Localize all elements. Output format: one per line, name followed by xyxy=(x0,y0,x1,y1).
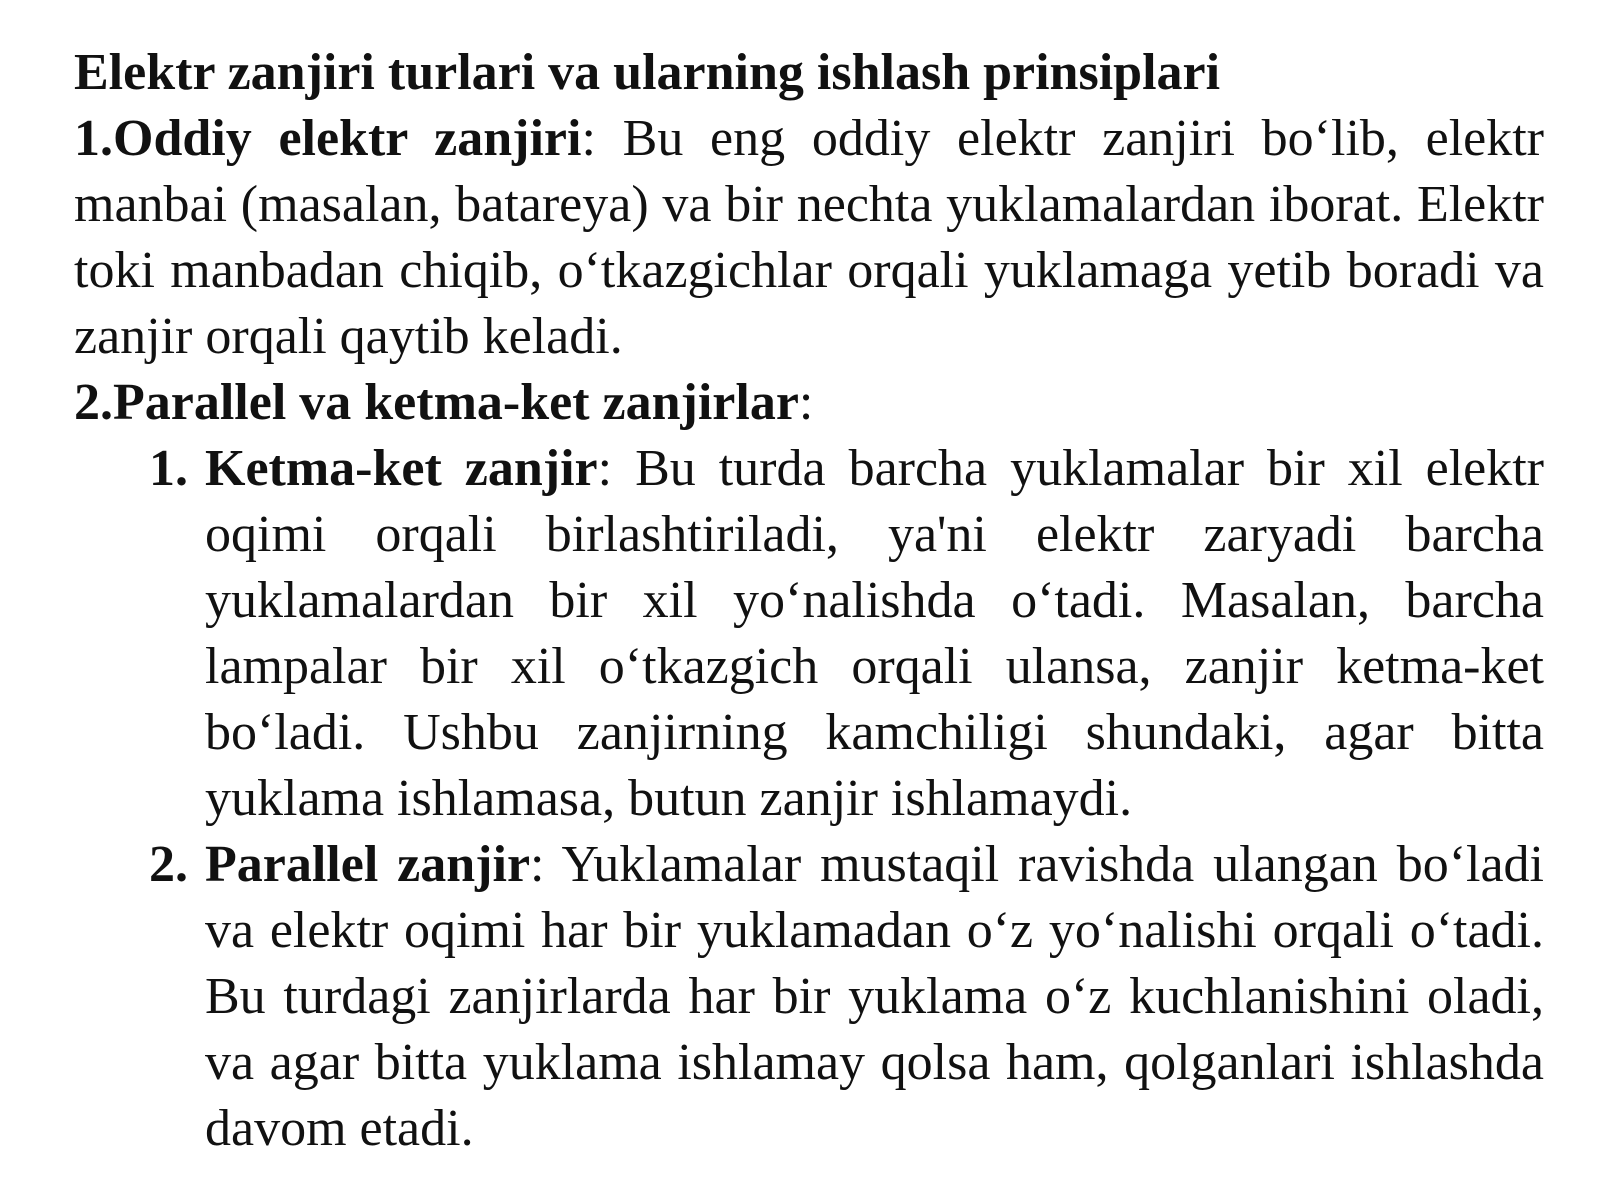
section-1-heading: 1.Oddiy elektr zanjiri xyxy=(74,110,582,167)
section-1-text: Bu eng oddiy elektr zanjiri bo‘lib, elektr manbai (masalan, batareya) va bir nechta yuklamalardan iborat. Elektr toki manbadan chiqib, o‘tkazgichlar orqali yuklamaga yetib boradi va zanjir orqali qaytib keladi. xyxy=(74,110,1544,365)
list-item-term: Parallel zanjir xyxy=(205,836,531,893)
list-item-text: Bu turda barcha yuklamalar bir xil elektr oqimi orqali birlashtiriladi, ya'ni elektr zaryadi barcha yuklamalardan bir xil yo‘nalishda o‘tadi. Masalan, barcha lampalar bir xil o‘tkazgich orqali ulansa, zanjir ketma-ket bo‘ladi. Ushbu zanjirning kamchiligi shundaki, agar bitta yuklama ishlamasa, butun zanjir ishlamaydi. xyxy=(205,440,1544,827)
section-2-separator: : xyxy=(798,374,814,431)
section-2-list xyxy=(74,436,1544,1162)
list-item-separator: : xyxy=(530,836,545,893)
section-2-heading: 2.Parallel va ketma-ket zanjirlar xyxy=(74,374,799,431)
list-item-separator: : xyxy=(597,440,613,497)
document-title: Elektr zanjiri turlari va ularning ishlash prinsiplari xyxy=(74,44,1221,101)
list-item-text: Yuklamalar mustaqil ravishda ulangan bo‘ladi va elektr oqimi har bir yuklamadan o‘z yo‘nalishi orqali o‘tadi. Bu turdagi zanjirlarda har bir yuklama o‘z kuchlanishini oladi, va agar bitta yuklama ishlamay qolsa ham, qolganlari ishlashda davom etadi. xyxy=(205,836,1545,1157)
list-item-number: 2. xyxy=(149,836,188,893)
list-item-series xyxy=(149,436,1544,832)
section-1-paragraph xyxy=(74,106,1544,370)
section-2-heading-line xyxy=(74,370,1544,436)
document-page xyxy=(74,40,1544,1162)
list-item-term: Ketma-ket zanjir xyxy=(205,440,598,497)
list-item-number: 1. xyxy=(149,440,188,497)
section-1-separator: : xyxy=(581,110,596,167)
list-item-parallel xyxy=(149,832,1545,1162)
